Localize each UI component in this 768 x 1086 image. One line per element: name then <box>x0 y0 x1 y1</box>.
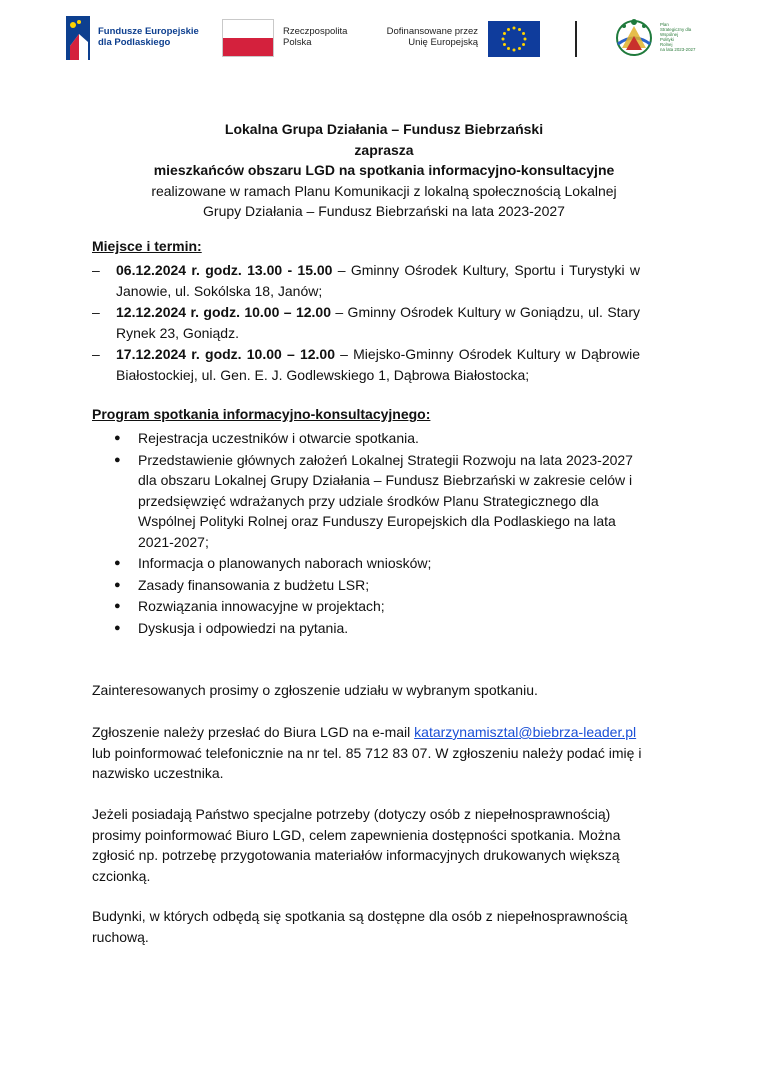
eu-star-icon <box>503 32 506 35</box>
term-item <box>92 302 640 343</box>
eu-funding-label: Dofinansowane przez Unię Europejską <box>386 26 478 48</box>
special-needs-paragraph: Jeżeli posiadają Państwo specjalne potrzeby (dotyczy osób z niepełnosprawnością) prosimy poinformować Biuro LGD, celem zapewnienia dostępności spotkania. Można zgłosić np. potrzebę przygotowania materiałów informacyjnych drukowanych większą czcionką. <box>92 806 621 884</box>
term-where: – Miejsko-Gminny Ośrodek Kultury w Dąbrowie Białostockiej, ul. Gen. E. J. Godlewskiego 1, Dąbrowa Białostocka; <box>116 346 640 383</box>
invites-word: zaprasza <box>354 141 414 158</box>
program-title: Program spotkania informacyjno-konsultacyjnego: <box>92 406 431 422</box>
bullet-icon: ● <box>114 432 121 444</box>
bullet-icon: ● <box>114 557 121 569</box>
eu-star-icon <box>507 28 510 31</box>
plan-strategiczny-label: Plan Strategiczny dla Wspólnej Polityki Rolnej na lata 2023-2027 <box>660 22 696 52</box>
organizer-name: Lokalna Grupa Działania – Fundusz Biebrzański <box>224 121 544 137</box>
eu-star-icon <box>502 38 505 41</box>
logo-separator <box>575 21 577 57</box>
bullet-icon: ● <box>114 578 121 591</box>
term-where: – Gminny Ośrodek Kultury w Goniądzu, ul. Stary Rynek 23, Goniądz. <box>116 304 640 341</box>
program-item: ● Zasady finansowania z budżetu LSR; <box>110 575 650 596</box>
eu-star-icon <box>513 27 516 30</box>
program-item: ● Informacja o planowanych naborach wniosków; <box>110 553 650 574</box>
accessibility-paragraph: Budynki, w których odbędą się spotkania są dostępne dla osób z niepełnosprawnością ruchową. <box>92 908 628 945</box>
program-item: ● Rozwiązania innowacyjne w projektach; <box>110 596 650 617</box>
bullet-icon: ● <box>114 453 121 466</box>
term-when: 17.12.2024 r. godz. 10.00 – 12.00 <box>116 346 335 362</box>
terms-title: Miejsce i termin: <box>92 238 202 254</box>
term-when: 12.12.2024 r. godz. 10.00 – 12.00 <box>116 304 331 320</box>
eu-star-icon <box>518 28 521 31</box>
invitation-heading <box>60 119 708 222</box>
context-line-2: Grupy Działania – Fundusz Biebrzański na lata 2023-2027 <box>203 203 565 219</box>
context-line-1: realizowane w ramach Planu Komunikacji z lokalną społecznością Lokalnej <box>151 182 617 199</box>
dash-bullet: – <box>92 346 100 362</box>
term-item <box>92 344 640 385</box>
eu-star-icon <box>522 32 525 35</box>
program-item: ● Rejestracja uczestników i otwarcie spotkania. <box>110 428 650 449</box>
term-item <box>92 260 640 301</box>
fundusze-europejskie-label: Fundusze Europejskie dla Podlaskiego <box>98 26 199 48</box>
polish-flag-icon <box>222 19 274 57</box>
term-where: – Gminny Ośrodek Kultury, Sportu i Turystyki w Janowie, ul. Sokólska 18, Janów; <box>116 262 641 299</box>
eu-star-icon <box>513 49 516 52</box>
dash-bullet: – <box>92 262 100 278</box>
rzeczpospolita-label: Rzeczpospolita Polska <box>283 26 348 48</box>
plan-strategiczny-logo-icon <box>612 14 656 62</box>
program-list <box>110 428 650 639</box>
eu-star-icon <box>507 47 510 50</box>
fundusze-europejskie-logo-icon <box>66 16 90 60</box>
bullet-icon: ● <box>114 621 121 634</box>
dash-bullet: – <box>92 304 100 320</box>
eu-star-icon <box>522 43 525 46</box>
eu-flag-icon <box>488 21 540 57</box>
terms-list <box>92 260 640 386</box>
term-when: 06.12.2024 r. godz. 13.00 - 15.00 <box>116 262 333 278</box>
program-item: ● Przedstawienie głównych założeń Lokalnej Strategii Rozwoju na lata 2023-2027 dla obszaru Lokalnej Grupy Działania – Fundusz Biebrzański w zakresie celów i przedsięwzięć wdrażanych przy udziale środków Planu Strategicznego dla Wspólnej Polityki Rolnej oraz Funduszy Europejskich dla Podlaskiego na lata 2021-2027; <box>114 451 633 550</box>
eu-star-icon <box>518 47 521 50</box>
eu-star-icon <box>503 43 506 46</box>
bullet-icon: ● <box>114 600 121 612</box>
email-link[interactable]: katarzynamisztal@biebrza-leader.pl <box>414 724 637 740</box>
invite-paragraph: Zainteresowanych prosimy o zgłoszenie udziału w wybranym spotkaniu. <box>92 682 538 698</box>
logo-bar <box>0 0 768 80</box>
program-item: ● Dyskusja i odpowiedzi na pytania. <box>110 618 650 639</box>
contact-paragraph: Zgłoszenie należy przesłać do Biura LGD na e-mail katarzynamisztal@biebrza-leader.pl lub poinformować telefonicznie na nr tel. 85 712 83 07. W zgłoszeniu należy podać imię i nazwisko uczestnika. <box>92 724 642 781</box>
eu-star-icon <box>524 38 527 41</box>
audience-line: mieszkańców obszaru LGD na spotkania informacyjno-konsultacyjne <box>153 162 615 178</box>
